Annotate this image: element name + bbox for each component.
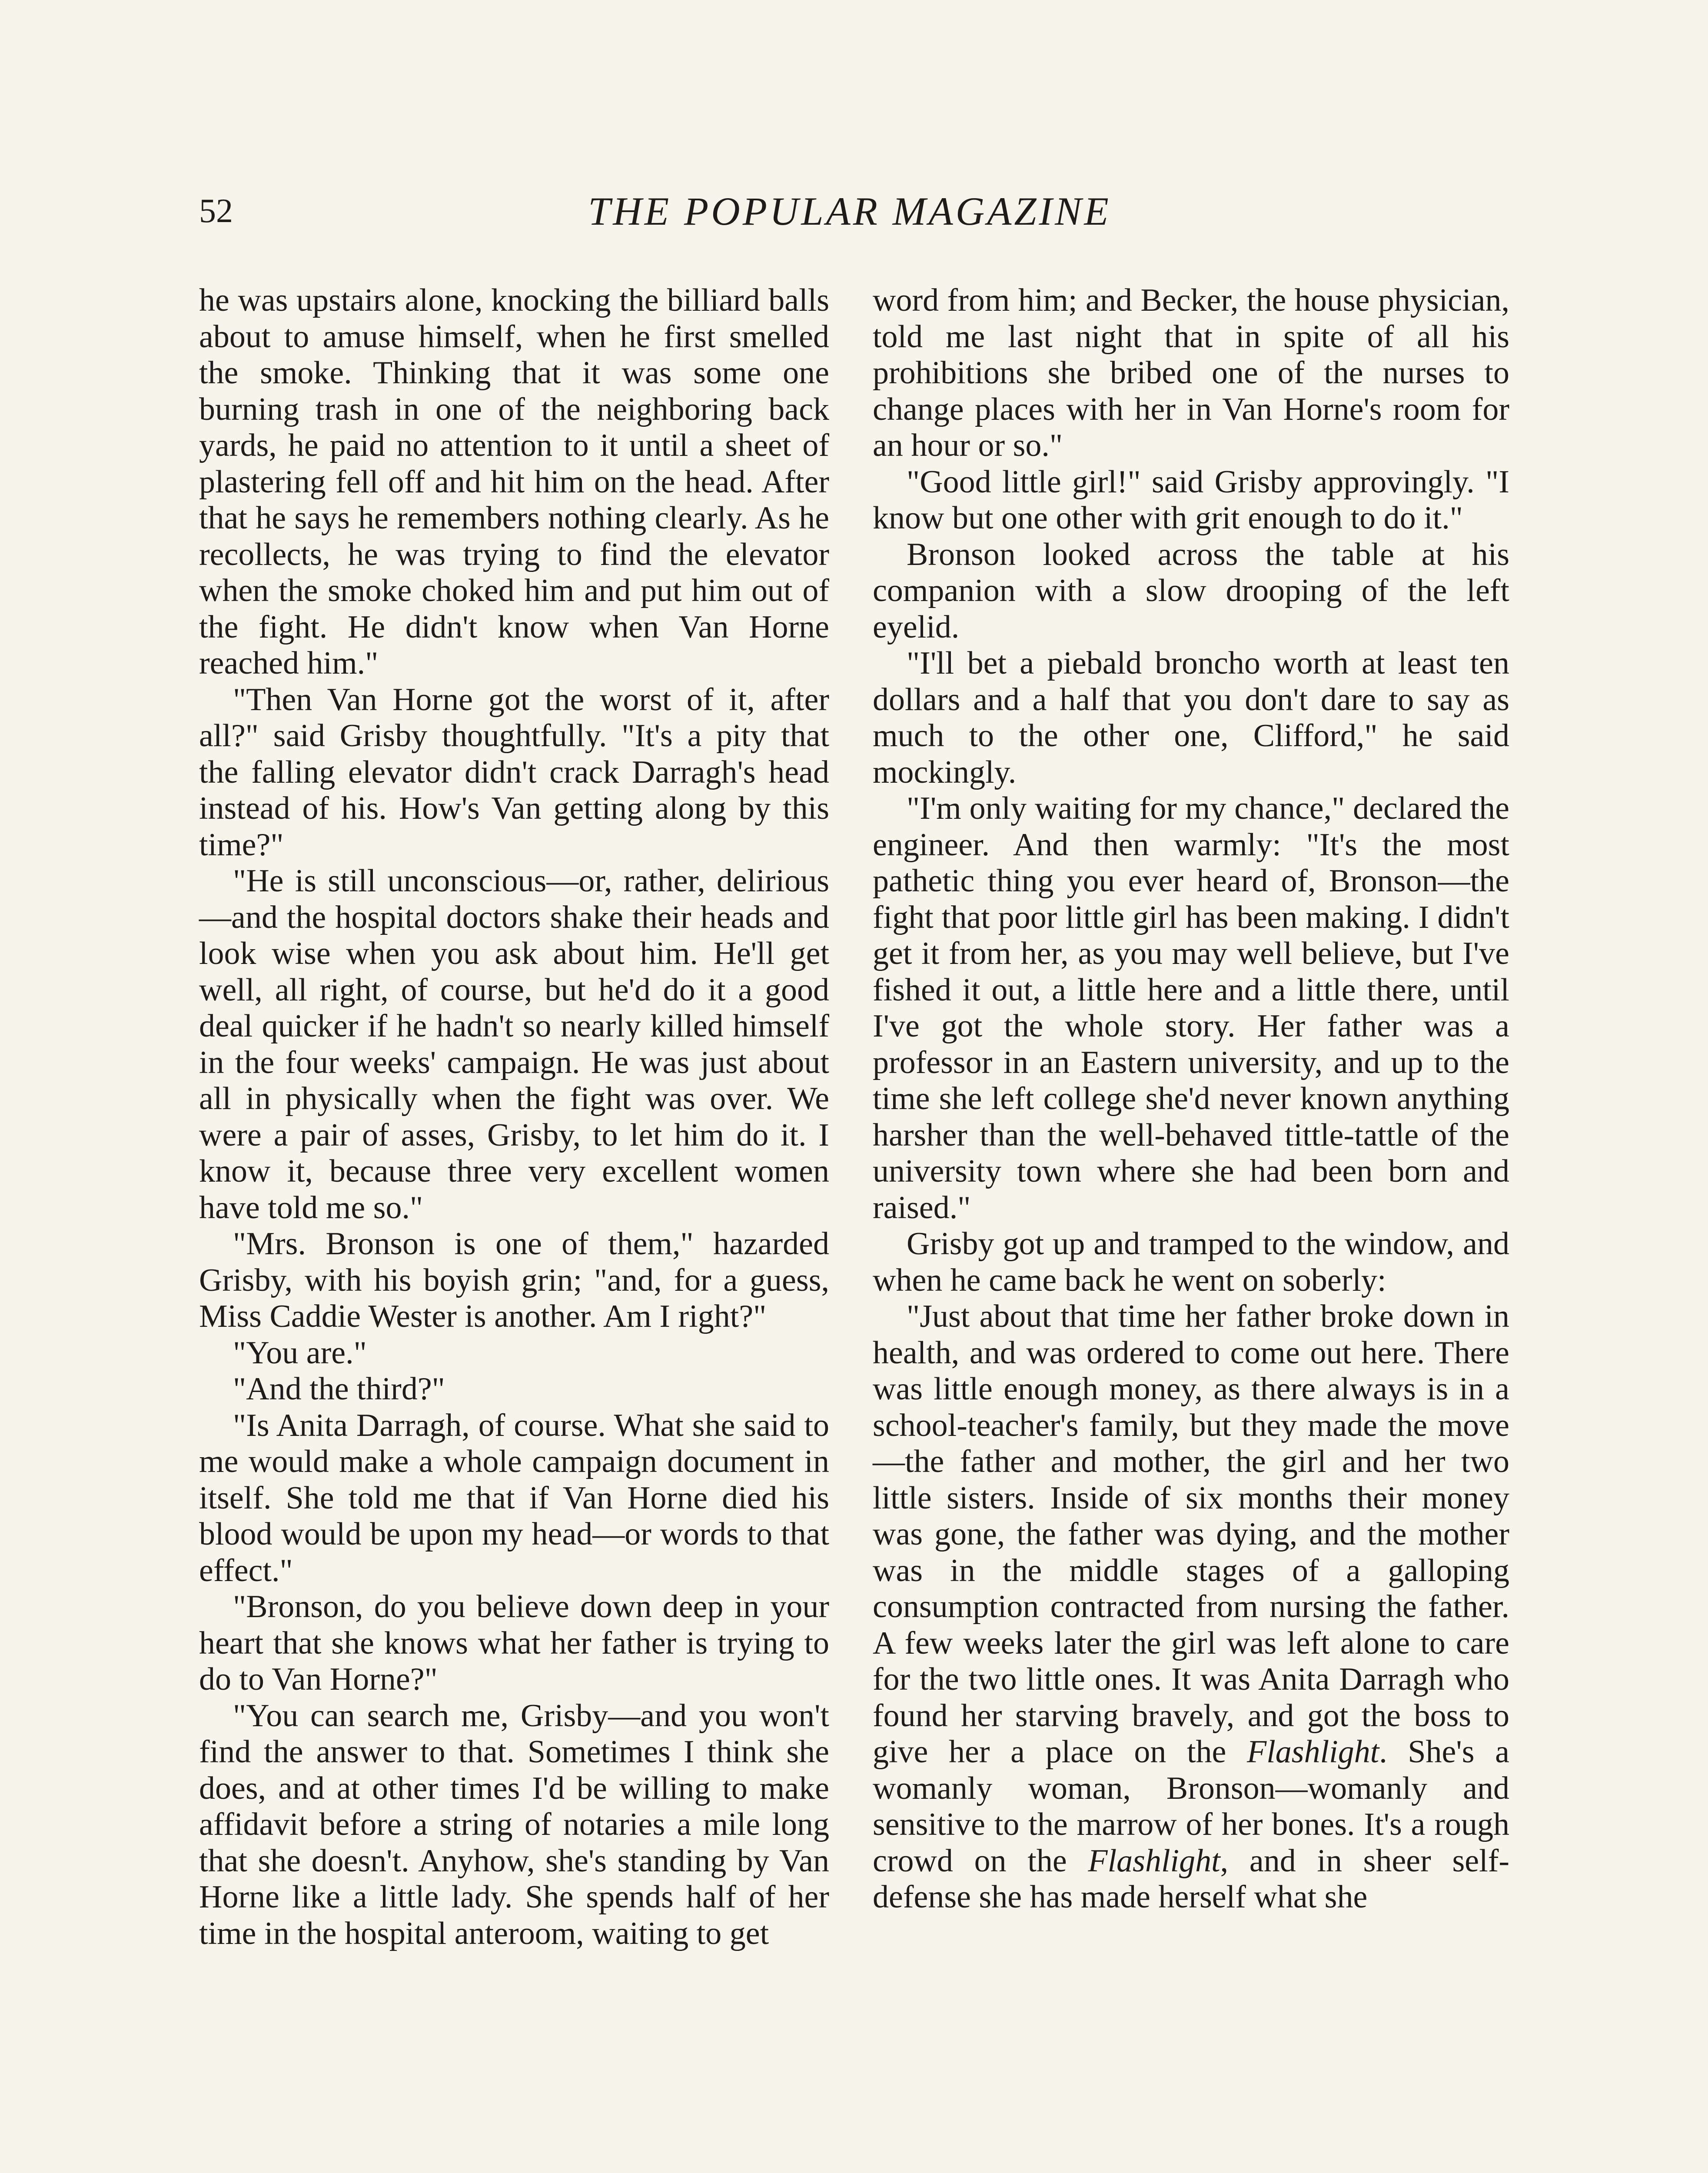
paragraph: "Mrs. Bronson is one of them," hazarded Grisby, with his boyish grin; "and, for a guess, Miss Caddie Wester is another. Am I right?": [199, 1226, 829, 1334]
left-column: [199, 282, 829, 1952]
paragraph: "I'll bet a piebald broncho worth at least ten dollars and a half that you don't dare to say as much to the other one, Clifford," he said mockingly.: [873, 645, 1509, 790]
running-title: THE POPULAR MAGAZINE: [588, 189, 1111, 233]
text-run: "Just about that time her father broke down in health, and was ordered to come out here. There was little enough money, as there always is in a school-teacher's family, but they made the move—the father and mother, the girl and her two little sisters. Inside of six months their money was gone, the father was dying, and the mother was in the middle stages of a galloping consumption contracted from nursing the father. A few weeks later the girl was left alone to care for the two little ones. It was Anita Darragh who found her starving bravely, and got the boss to give her a place on the: [873, 1299, 1509, 1770]
paragraph: "You can search me, Grisby—and you won't find the answer to that. Sometimes I think she does, and at other times I'd be willing to make affidavit before a string of notaries a mile long that she doesn't. Anyhow, she's standing by Van Horne like a little lady. She spends half of her time in the hospital anteroom, waiting to get: [199, 1698, 829, 1951]
paragraph: "Bronson, do you believe down deep in your heart that she knows what her father is trying to do to Van Horne?": [199, 1589, 829, 1697]
paragraph: "Then Van Horne got the worst of it, after all?" said Grisby thoughtfully. "It's a pity that the falling elevator didn't crack Darragh's head instead of his. How's Van getting along by this time?": [199, 681, 829, 863]
paragraph: he was upstairs alone, knocking the billiard balls about to amuse himself, when he first smelled the smoke. Thinking that it was some one burning trash in one of the neighboring back yards, he paid no attention to it until a sheet of plastering fell off and hit him on the head. After that he says he remembers nothing clearly. As he recollects, he was trying to find the elevator when the smoke choked him and put him out of the fight. He didn't know when Van Horne reached him.": [199, 282, 829, 681]
right-column: [873, 282, 1509, 1916]
paragraph: Grisby got up and tramped to the window, and when he came back he went on soberly:: [873, 1226, 1509, 1298]
paragraph: [873, 1299, 1509, 1916]
paragraph: word from him; and Becker, the house physician, told me last night that in spite of all his prohibitions she bribed one of the nurses to change places with her in Van Horne's room for an hour or so.": [873, 282, 1509, 463]
text-run: , and in sheer self-defense she has made herself what she: [873, 1843, 1509, 1915]
publication-title: Flashlight: [1088, 1843, 1220, 1879]
paragraph: "Good little girl!" said Grisby approvingly. "I know but one other with grit enough to do it.": [873, 464, 1509, 536]
paragraph: "He is still unconscious—or, rather, delirious—and the hospital doctors shake their heads and look wise when you ask about him. He'll get well, all right, of course, but he'd do it a good deal quicker if he hadn't so nearly killed himself in the four weeks' campaign. He was just about all in physically when the fight was over. We were a pair of asses, Grisby, to let him do it. I know it, because three very excellent women have told me so.": [199, 863, 829, 1226]
page-number: 52: [199, 192, 233, 229]
paragraph: "And the third?": [233, 1371, 445, 1407]
publication-title: Flashlight: [1247, 1734, 1379, 1770]
paragraph: "I'm only waiting for my chance," declared the engineer. And then warmly: "It's the most pathetic thing you ever heard of, Bronson—the fight that poor little girl has been making. I didn't get it from her, as you may well believe, but I've fished it out, a little here and a little there, until I've got the whole story. Her father was a professor in an Eastern university, and up to the time she left college she'd never known anything harsher than the well-behaved tittle-tattle of the university town where she had been born and raised.": [873, 791, 1509, 1226]
paragraph: Bronson looked across the table at his companion with a slow drooping of the left eyelid.: [873, 536, 1509, 645]
paragraph: "Is Anita Darragh, of course. What she said to me would make a whole campaign document in itself. She told me that if Van Horne died his blood would be upon my head—or words to that effect.": [199, 1407, 829, 1588]
paragraph: "You are.": [233, 1335, 367, 1371]
text-run: . She's a womanly woman, Bronson—womanly and sensitive to the marrow of her bones. It's a rough crowd on the: [873, 1734, 1509, 1879]
